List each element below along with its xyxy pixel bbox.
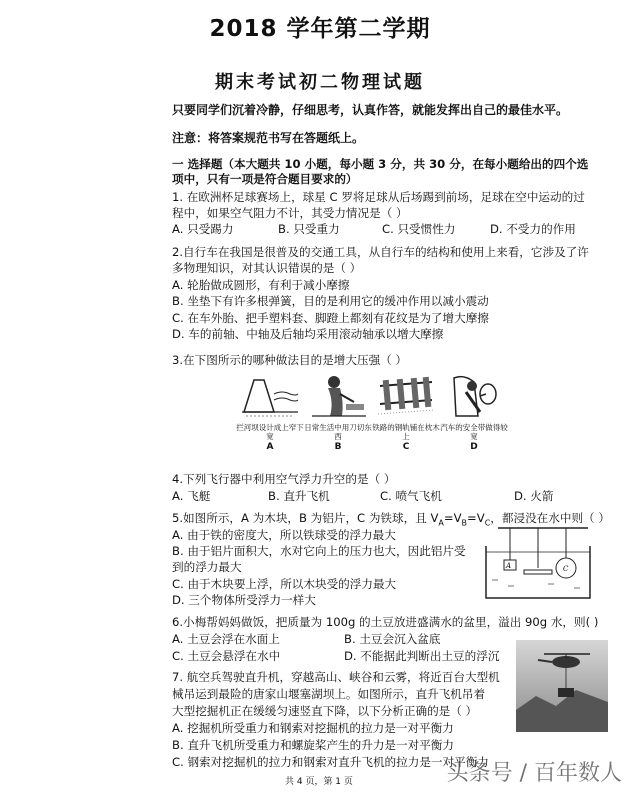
watermark: 头条号 / 百年数人 — [446, 761, 622, 786]
q5-option-c: C. 由于木块要上浮，所以木块受的浮力最大 — [172, 577, 397, 591]
svg-text:A: A — [506, 562, 512, 570]
exam-year-title: 2018 学年第二学期 — [209, 16, 431, 42]
q3-figure-c-caption: 铁路的钢轨铺在枕木上 — [372, 423, 440, 441]
q3-figure-c — [372, 372, 440, 452]
q1-stem-line1: 1. 在欧洲杯足球赛场上，球星 C 罗将足球从后场踢到前场，足球在空中运动的过 — [172, 190, 585, 204]
q2-option-d: D. 车的前轴、中轴及后轴均采用滚动轴承以增大摩擦 — [172, 327, 444, 341]
q2-option-c: C. 在车外胎、把手塑料套、脚蹬上都刻有花纹是为了增大摩擦 — [172, 311, 489, 325]
q3-figure-c-letter: C — [402, 442, 410, 452]
q3-stem: 3.在下图所示的哪种做法目的是增大压强（ ） — [172, 353, 408, 367]
q2-option-b: B. 坐垫下有许多根弹簧，目的是利用它的缓冲作用以减小震动 — [172, 294, 489, 308]
q7-stem-line1: 7. 航空兵驾驶直升机，穿越高山、峡谷和云雾，将近百台大型机 — [172, 670, 500, 684]
q3-figure-a-caption: 拦河坝设计成上窄下宽 — [236, 423, 304, 441]
q6-option-c: C. 土豆会悬浮在水中 — [172, 649, 281, 663]
q7-option-c: C. 钢索对挖掘机的拉力和钢索对直升飞机的拉力是一对平衡力 — [172, 755, 489, 769]
q1-stem-line2: 程中，如果空气阻力不计，其受力情况是（ ） — [172, 206, 408, 220]
q3-figure-row — [236, 372, 508, 452]
q1-option-a: A. 只受踢力 — [172, 222, 234, 236]
q7-option-b: B. 直升飞机所受重力和螺旋桨产生的升力是一对平衡力 — [172, 738, 454, 752]
q6-option-b: B. 土豆会沉入盆底 — [344, 632, 441, 646]
q6-options-row2 — [172, 648, 499, 664]
q1-option-d: D. 不受力的作用 — [490, 222, 576, 236]
q3-figure-a — [236, 372, 304, 452]
seatbelt-illustration — [444, 372, 504, 422]
q5-stem: 5.如图所示，A 为木块，B 为铝片，C 为铁球，且 $V_A=V_B=V_C$，都浸没在水中则（ ） — [172, 511, 610, 528]
q5-option-b: B. 由于铝片面积大，水对它向上的压力也大，因此铝片受 — [172, 544, 466, 558]
svg-text:C: C — [563, 565, 569, 573]
q2-stem-line1: 2.自行车在我国是很普及的交通工具，从自行车的结构和使用上来看，它涉及了许 — [172, 245, 589, 259]
q4-option-c: C. 喷气飞机 — [380, 489, 442, 503]
q4-stem: 4.下列飞行器中利用空气浮力升空的是（ ） — [172, 472, 396, 486]
q7-option-a: A. 挖掘机所受重力和钢索对挖掘机的拉力是一对平衡力 — [172, 721, 454, 735]
q6-option-a: A. 土豆会浮在水面上 — [172, 632, 280, 646]
q6-options-row1 — [172, 631, 440, 647]
q3-figure-d-caption: 汽车的安全带做得较宽 — [440, 423, 508, 441]
section-heading-line1: 一 选择题（本大题共 10 小题，每小题 3 分，共 30 分，在每小题给出的四个选 — [172, 157, 589, 171]
notice-text: 注意：将答案规范书写在答题纸上。 — [172, 131, 365, 145]
q2-option-a: A. 轮胎做成圆形，有利于减小摩擦 — [172, 278, 350, 292]
motto-text: 只要同学们沉着冷静，仔细思考，认真作答，就能发挥出自己的最佳水平。 — [172, 103, 569, 117]
q5-stem-text: 5.如图所示，A 为木块，B 为铝片，C 为铁球，且 V — [172, 511, 439, 525]
railway-sleepers-illustration — [376, 372, 436, 422]
q4-option-d: D. 火箭 — [514, 489, 554, 503]
knife-cutting-illustration — [308, 372, 368, 422]
q7-stem-line3: 大型挖掘机正在缓缓匀速竖直下降，以下分析正确的是（ ） — [172, 704, 478, 718]
q4-options — [172, 488, 554, 504]
q5-option-d: D. 三个物体所受浮力一样大 — [172, 593, 316, 607]
exam-subtitle: 期末考试初二物理试题 — [215, 72, 425, 93]
q1-option-b: B. 只受重力 — [278, 222, 340, 236]
q5-stem-tail: ，都浸没在水中则（ ） — [490, 511, 610, 525]
page-footer: 共 4 页，第 1 页 — [285, 777, 353, 787]
q4-option-a: A. 飞艇 — [172, 489, 211, 503]
section-heading-line2: 项中，只有一项是符合题目要求的） — [172, 172, 358, 186]
q3-figure-a-letter: A — [266, 442, 274, 452]
q3-figure-d — [440, 372, 508, 452]
helicopter-photo — [516, 640, 608, 732]
q5-tank-diagram — [478, 524, 598, 602]
q3-figure-d-letter: D — [470, 442, 478, 452]
q3-figure-b-caption: 日常生活中用刀切东西 — [304, 423, 372, 441]
q3-figure-b-letter: B — [334, 442, 342, 452]
q3-figure-b — [304, 372, 372, 452]
q1-options — [172, 221, 576, 237]
q2-stem-line2: 多物理知识，对其认识错误的是（ ） — [172, 261, 362, 275]
q5-option-b-cont: 到的浮力最大 — [172, 560, 242, 574]
q1-option-c: C. 只受惯性力 — [382, 222, 456, 236]
q7-stem-line2: 械吊运到最险的唐家山堰塞湖坝上。如图所示，直升飞机吊着 — [172, 687, 486, 701]
dam-illustration — [240, 372, 300, 422]
q6-stem: 6.小梅帮妈妈做饭，把质量为 100g 的土豆放进盛满水的盆里，溢出 90g 水，则( ) — [172, 615, 599, 629]
q5-option-a: A. 由于铁的密度大，所以铁球受的浮力最大 — [172, 528, 396, 542]
q6-option-d: D. 不能据此判断出土豆的浮沉 — [344, 649, 500, 663]
q4-option-b: B. 直升飞机 — [268, 489, 330, 503]
